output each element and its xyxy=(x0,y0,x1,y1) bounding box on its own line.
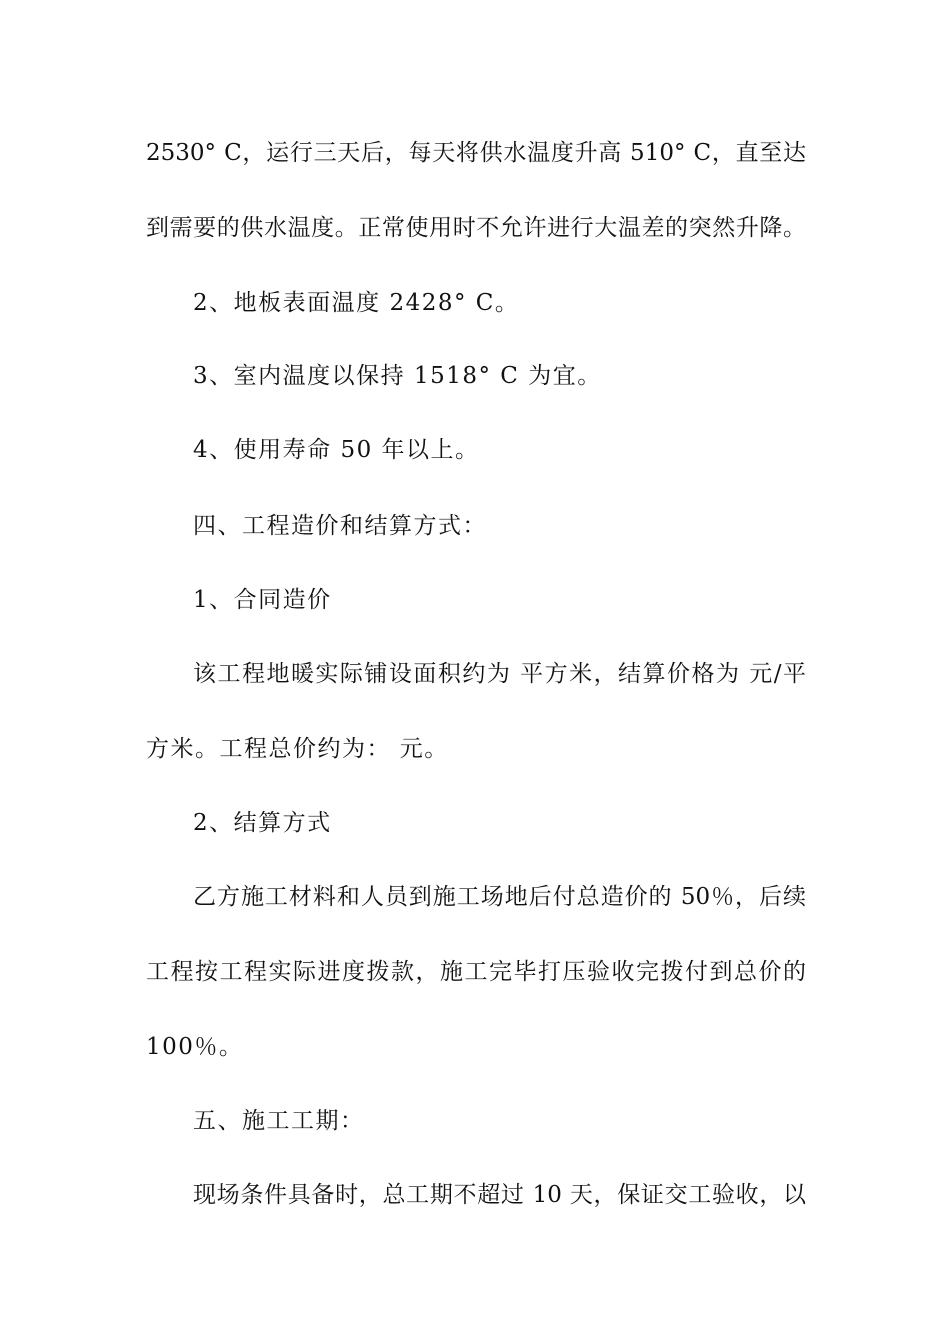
paragraph-line: 乙方施工材料和人员到施工场地后付总造价的 50％，后续 xyxy=(193,884,806,910)
list-item: 2、地板表面温度 2428° C。 xyxy=(193,290,520,316)
paragraph-line: 工程按工程实际进度拨款，施工完毕打压验收完拨付到总价的 xyxy=(146,959,806,985)
subsection-heading: 2、结算方式 xyxy=(193,810,332,836)
subsection-heading: 1、合同造价 xyxy=(193,587,332,613)
paragraph-line: 2530° C，运行三天后，每天将供水温度升高 510° C，直至达 xyxy=(146,140,806,166)
paragraph-line: 该工程地暖实际铺设面积约为 平方米，结算价格为 元/平 xyxy=(193,661,806,687)
paragraph-line: 到需要的供水温度。正常使用时不允许进行大温差的突然升降。 xyxy=(146,215,806,241)
paragraph-line: 100％。 xyxy=(146,1034,244,1060)
section-heading: 五、施工工期： xyxy=(193,1108,365,1134)
paragraph-line: 现场条件具备时，总工期不超过 10 天，保证交工验收，以 xyxy=(193,1182,806,1208)
paragraph-line: 方米。工程总价约为： 元。 xyxy=(146,736,449,762)
section-heading: 四、工程造价和结算方式： xyxy=(193,513,487,539)
list-item: 3、室内温度以保持 1518° C 为宜。 xyxy=(193,363,602,389)
list-item: 4、使用寿命 50 年以上。 xyxy=(193,437,480,463)
